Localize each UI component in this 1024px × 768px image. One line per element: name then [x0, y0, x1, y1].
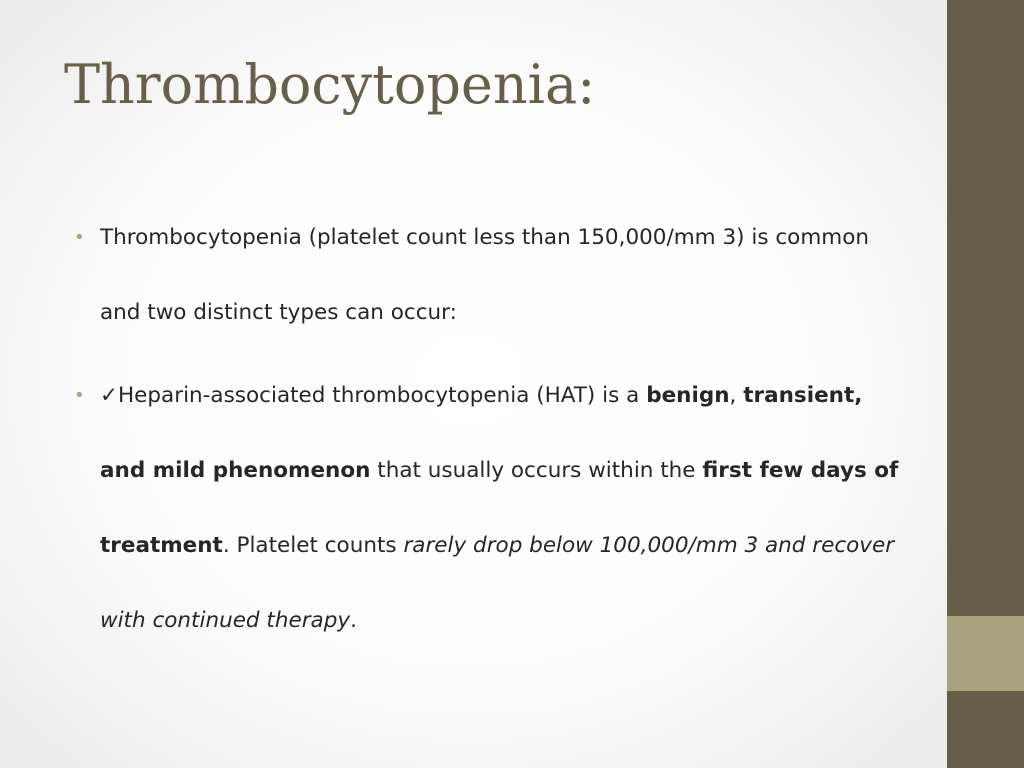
bold-phrase-timing: first few days of treatment [100, 458, 899, 558]
bullet-text: . [350, 608, 357, 633]
bold-phrase-benign: benign [646, 383, 730, 408]
bullet-item-2 [74, 358, 910, 658]
italic-phrase-platelets: rarely drop below 100,000/mm 3 and recover with continued therapy [100, 533, 895, 633]
bullet-item-1 [74, 200, 910, 350]
bullet-text: Thrombocytopenia (platelet count less than 150,000/mm 3) is common and two distinct types can occur: [100, 225, 869, 325]
checkmark-icon: ✓ [100, 383, 119, 408]
bullet-text: , [729, 383, 744, 408]
bullet-text: Heparin-associated thrombocytopenia (HAT) is a [118, 383, 647, 408]
bold-phrase-phenomenon: transient, and mild phenomenon [100, 383, 863, 483]
bullet-dot-icon: • [74, 385, 85, 406]
bullet-text: that usually occurs within the [370, 458, 703, 483]
bullet-list [74, 200, 910, 666]
bullet-text: . Platelet counts [222, 533, 404, 558]
slide-title: Thrombocytopenia: [64, 53, 596, 116]
sidebar-decoration [947, 0, 1024, 768]
sidebar-accent-block [947, 616, 1024, 691]
bullet-dot-icon: • [74, 227, 85, 248]
